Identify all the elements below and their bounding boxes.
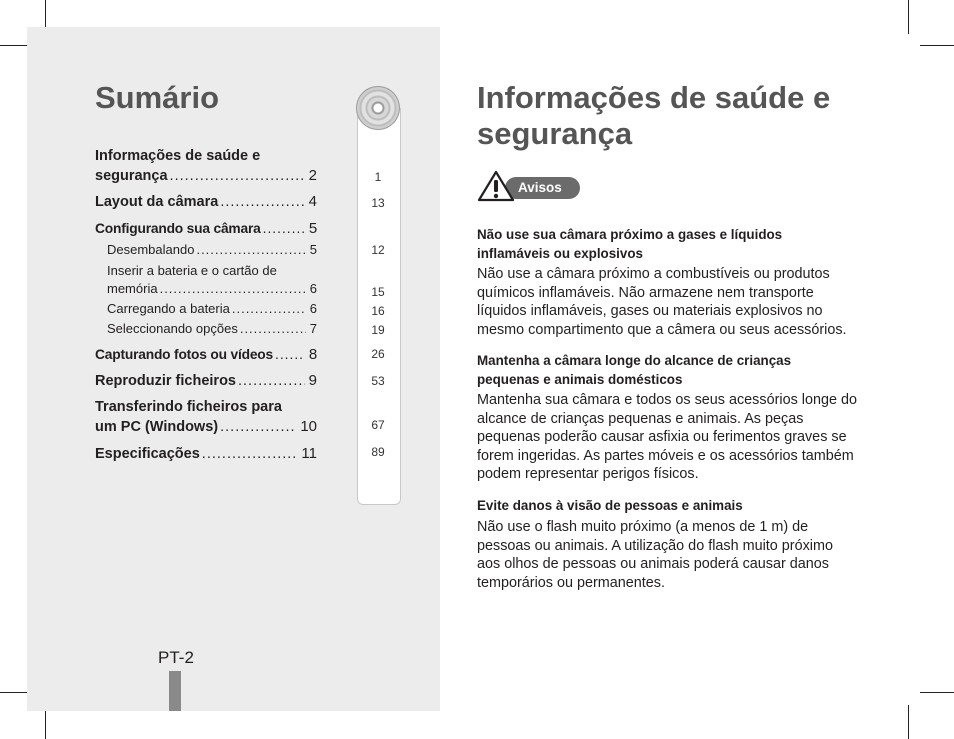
toc-item-label: Reproduzir ficheiros — [95, 373, 236, 389]
warning-triangle-icon — [477, 170, 515, 202]
toc-title: Sumário — [95, 80, 220, 115]
toc-item-label: segurança — [95, 168, 168, 184]
section-heading: Mantenha a câmara longe do alcance de crianças pequenas e animais domésticos — [477, 353, 792, 387]
toc-item-label: Configurando sua câmara — [95, 221, 261, 236]
toc-page-number: 8 — [308, 346, 317, 363]
toc-item-playback[interactable] — [95, 371, 317, 391]
toc-page-number: 11 — [301, 445, 317, 462]
toc-item-label: Transferindo ficheiros para — [95, 399, 282, 415]
toc-item-label: memória — [107, 281, 158, 296]
toc-item-transfer[interactable] — [95, 398, 317, 437]
toc-item-selecting-options[interactable] — [107, 320, 317, 338]
toc-item-label: Carregando a bateria — [107, 301, 230, 316]
toc-item-label: um PC (Windows) — [95, 419, 219, 435]
section-body: Não use a câmara próximo a combustíveis ou produtos químicos inflamáveis. Não armazene nem transporte líquidos inflamáveis, gases ou materiais explosivos no mesmo compartimento que a câmera ou seus acessórios. — [477, 266, 847, 338]
crop-mark — [908, 705, 909, 739]
section-heading: Evite danos à visão de pessoas e animais — [477, 498, 743, 513]
crop-mark — [920, 45, 954, 46]
toc-page-number: 9 — [308, 372, 317, 389]
toc-page-number: 6 — [309, 301, 317, 316]
toc-item-label: Inserir a bateria e o cartão de — [107, 263, 277, 278]
strip-page-number: 16 — [371, 304, 385, 318]
page-number-label: PT-2 — [158, 648, 194, 667]
toc-item-label: Especificações — [95, 446, 200, 462]
page-title: Informações de saúde e segurança — [477, 80, 831, 151]
disc-icon — [356, 86, 400, 130]
toc-item-charging-battery[interactable] — [107, 300, 317, 318]
strip-page-number: 19 — [371, 323, 385, 337]
toc-item-camera-layout[interactable] — [95, 192, 317, 212]
toc-item-label: Layout da câmara — [95, 194, 219, 210]
toc-item-label: Desembalando — [107, 242, 195, 257]
toc-item-label: Seleccionando opções — [107, 321, 238, 336]
toc-page-number: 10 — [300, 418, 317, 435]
toc-page-number: 6 — [309, 281, 317, 296]
toc-page-number: 2 — [308, 167, 317, 184]
toc-item-configure-camera[interactable] — [95, 219, 317, 238]
strip-page-number: 26 — [371, 347, 385, 361]
toc-item-label: Capturando fotos ou vídeos — [95, 347, 273, 362]
strip-page-number: 53 — [371, 374, 385, 388]
section-body: Não use o flash muito próximo (a menos de 1 m) de pessoas ou animais. A utilização do flash muito próximo aos olhos de pessoas ou animais poderá causar danos temporários ou permanentes. — [477, 519, 833, 591]
strip-page-number: 13 — [371, 196, 385, 210]
toc-item-specifications[interactable] — [95, 444, 317, 464]
warning-label: Avisos — [518, 180, 562, 195]
strip-page-number: 67 — [371, 418, 385, 432]
toc-page-number: 5 — [308, 220, 317, 237]
crop-mark — [908, 0, 909, 34]
strip-page-number: 15 — [371, 285, 385, 299]
toc-page-number: 7 — [309, 321, 317, 336]
strip-page-number: 12 — [371, 243, 385, 257]
toc-item-label: Informações de saúde e — [95, 148, 261, 164]
toc-item-insert-battery[interactable] — [107, 262, 317, 298]
strip-page-number: 89 — [371, 445, 385, 459]
toc-page-number: 5 — [309, 242, 317, 257]
section-body: Mantenha sua câmara e todos os seus acessórios longe do alcance de crianças pequenas e animais. As peças pequenas poderão causar asfixia ou ferimentos graves se forem ingeridas. As partes móveis e os acessórios também podem representar perigos físicos. — [477, 392, 857, 482]
page-tab-bar — [169, 671, 181, 711]
strip-page-number: 1 — [374, 170, 382, 184]
toc-item-unpacking[interactable] — [107, 241, 317, 259]
toc-item-capturing[interactable] — [95, 345, 317, 364]
crop-mark — [920, 692, 954, 693]
toc-item-health-safety[interactable] — [95, 147, 317, 186]
section-heading: Não use sua câmara próximo a gases e líquidos inflamáveis ou explosivos — [477, 227, 783, 261]
toc-page-number: 4 — [308, 193, 317, 210]
